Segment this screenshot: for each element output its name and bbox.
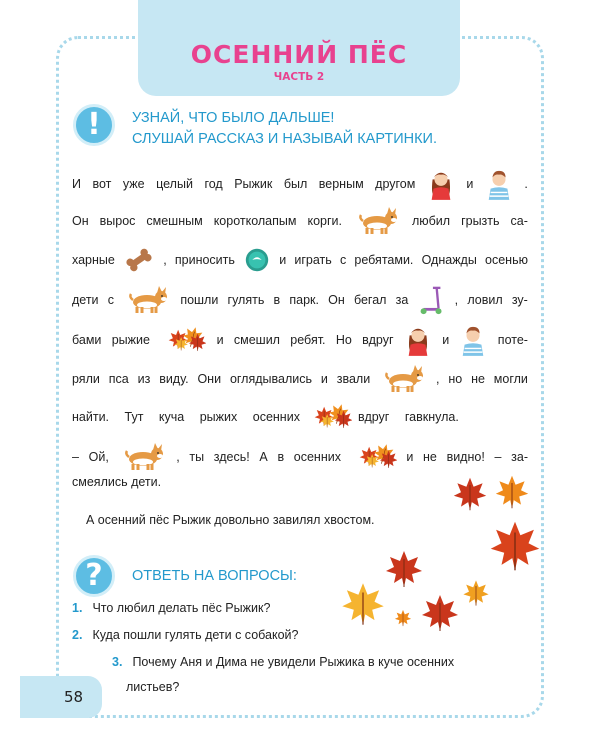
story-line: дети с пошли гулять в парк. Он бегал за , ловил зу-: [72, 284, 528, 316]
girl-icon: [427, 168, 455, 200]
maple-leaf-icon: [494, 472, 530, 512]
story-line: найти. Тут куча рыжих осенних вдруг гавкнула.: [72, 402, 528, 432]
story-line: ряли пса из виду. Они оглядывались и звали , но не могли: [72, 364, 528, 394]
scooter-icon: [418, 284, 446, 316]
bone-icon: [123, 244, 155, 276]
page-number: 58: [64, 688, 84, 706]
task1-heading-line1: УЗНАЙ, ЧТО БЫЛО ДАЛЬШЕ!: [132, 110, 335, 126]
task1-heading-line2: СЛУШАЙ РАССКАЗ И НАЗЫВАЙ КАРТИНКИ.: [132, 131, 437, 147]
girl-icon: [404, 324, 432, 356]
corgi-icon: [353, 206, 401, 236]
corgi-icon: [379, 364, 427, 394]
autumn-leaves-icon: [351, 442, 397, 472]
autumn-leaves-icon: [306, 402, 352, 432]
story-line: А осенний пёс Рыжик довольно завилял хвостом.: [86, 513, 375, 527]
maple-leaf-icon: [488, 518, 542, 574]
maple-leaf-icon: [452, 474, 488, 514]
question-2: 2. Куда пошли гулять дети с собакой?: [72, 628, 299, 642]
story-line: смеялись дети.: [72, 475, 162, 489]
question-3: 3. Почему Аня и Дима не увидели Рыжика в куче осенних: [112, 655, 455, 669]
story-line: Он вырос смешным коротколапым корги. любил грызть са-: [72, 206, 528, 236]
corgi-icon: [119, 442, 167, 472]
autumn-leaves-icon: [160, 325, 206, 355]
disc-icon: [243, 246, 271, 274]
task2-heading: ОТВЕТЬ НА ВОПРОСЫ:: [132, 568, 297, 584]
question-badge-icon: ?: [73, 555, 115, 597]
story-line: харные , приносить и играть с ребятами. Однажды осенью: [72, 244, 528, 276]
story-line: бами рыжие и смешил ребят. Но вдруг и поте-: [72, 324, 528, 356]
corgi-icon: [123, 285, 171, 315]
boy-icon: [485, 168, 513, 200]
maple-leaf-icon: [384, 548, 424, 590]
story-line: – Ой, , ты здесь! А в осенних и не видно! – за-: [72, 442, 528, 472]
exclamation-badge-icon: !: [73, 104, 115, 146]
page-title: ОСЕННИЙ ПЁС: [190, 40, 408, 69]
question-3-continued: листьев?: [126, 680, 180, 694]
page-subtitle: ЧАСТЬ 2: [273, 71, 325, 83]
question-1: 1. Что любил делать пёс Рыжик?: [72, 601, 271, 615]
story-line: И вот уже целый год Рыжик был верным другом и .: [72, 168, 528, 200]
page-tab: [20, 676, 102, 718]
boy-icon: [459, 324, 487, 356]
